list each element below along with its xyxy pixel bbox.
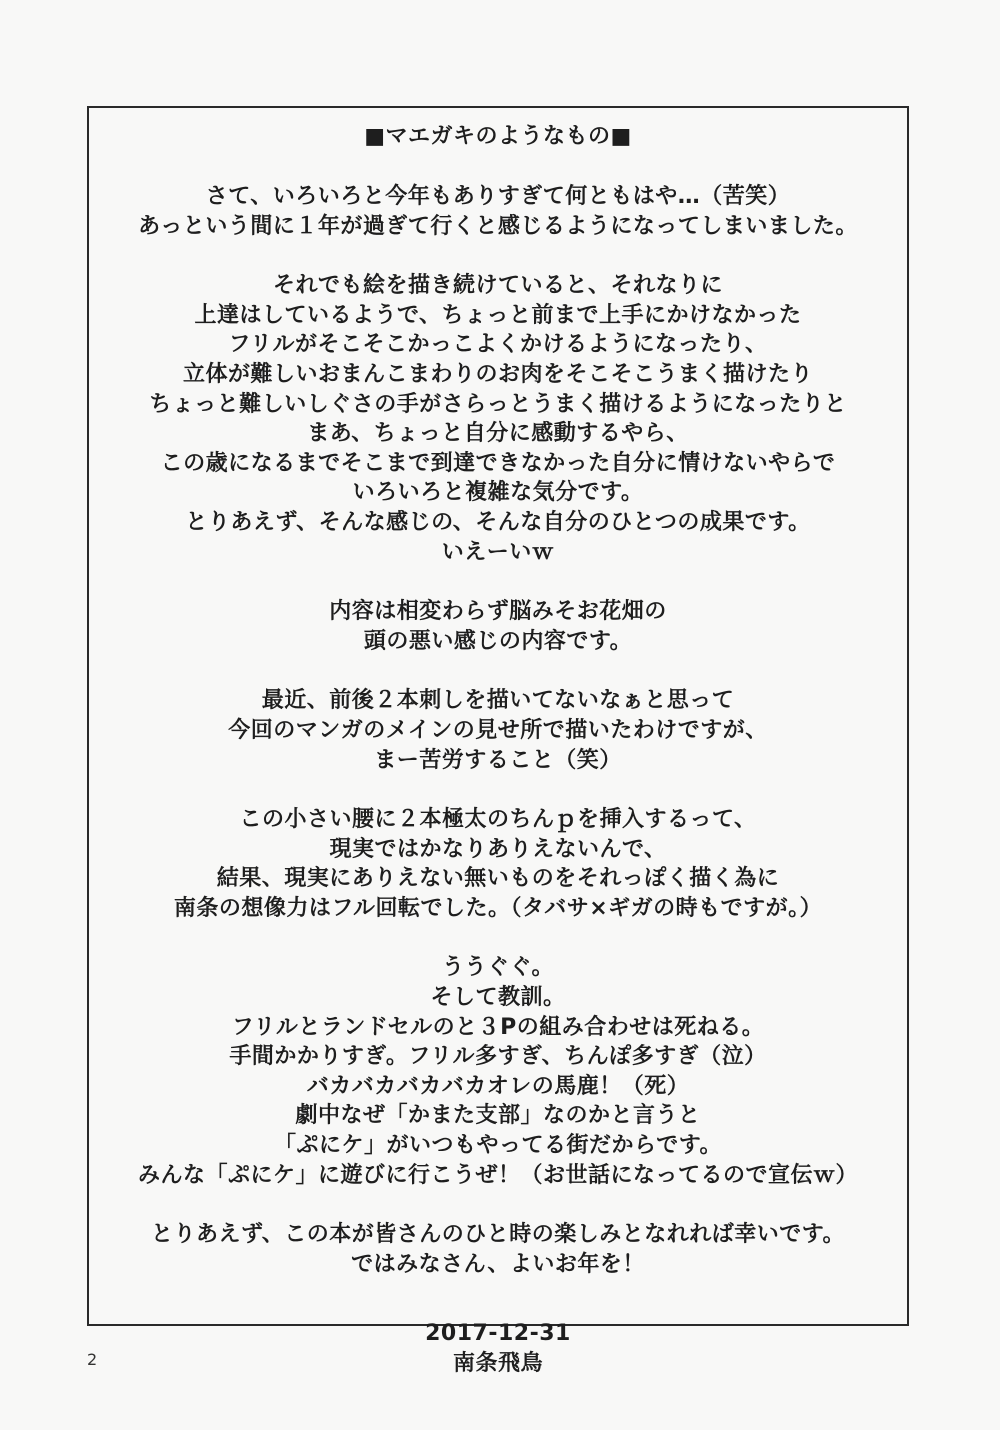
preface-content bbox=[89, 122, 907, 1379]
preface-line: バカバカバカバカオレの馬鹿！（死） bbox=[306, 1073, 690, 1099]
preface-line: それでも絵を描き続けていると、それなりに bbox=[272, 273, 723, 299]
preface-line: 現実ではかなりありえないんで、 bbox=[329, 836, 667, 862]
signature-gap bbox=[89, 1279, 907, 1319]
preface-line: さて、いろいろと今年もありすぎて何ともはや…（苦笑） bbox=[205, 184, 791, 209]
preface-line: 頭の悪い感じの内容です。 bbox=[363, 628, 633, 654]
preface-line: いろいろと複雑な気分です。 bbox=[352, 480, 644, 506]
preface-line: ちょっと難しいしぐさの手がさらっとうまく描けるようになったりと bbox=[149, 391, 847, 417]
paragraph-gap bbox=[89, 567, 907, 597]
preface-line: 内容は相変わらず脳みそお花畑の bbox=[329, 599, 667, 625]
preface-line: みんな「ぷにケ」に遊びに行こうぜ！（お世話になってるので宣伝ｗ） bbox=[137, 1162, 858, 1188]
preface-line: 立体が難しいおまんこまわりのお肉をそこそこうまく描けたり bbox=[182, 361, 813, 387]
paragraph-gap bbox=[89, 152, 907, 182]
preface-line: ううぐぐ。 bbox=[441, 955, 555, 981]
preface-line: 南条の想像力はフル回転でした。（タバサ×ギガの時もですが。） bbox=[173, 895, 823, 921]
paragraph-gap bbox=[89, 775, 907, 805]
preface-line: とりあえず、この本が皆さんのひと時の楽しみとなれれば幸いです。 bbox=[151, 1222, 845, 1248]
preface-line: まあ、ちょっと自分に感動するやら、 bbox=[307, 421, 689, 447]
paragraph-gap bbox=[89, 1190, 907, 1220]
preface-line: あっという間に１年が過ぎて行くと感じるようになってしまいました。 bbox=[138, 213, 858, 239]
preface-line: 今回のマンガのメインの見せ所で描いたわけですが、 bbox=[228, 717, 768, 743]
preface-line: フリルとランドセルのと３Pの組み合わせは死ねる。 bbox=[231, 1014, 765, 1040]
preface-line: ではみなさん、よいお年を！ bbox=[351, 1251, 645, 1277]
preface-line: この小さい腰に２本極太のちんｐを挿入するって、 bbox=[239, 807, 757, 833]
date-line: 2017-12-31 bbox=[425, 1321, 571, 1347]
author-line: 南条飛鳥 bbox=[452, 1351, 543, 1376]
preface-line: 劇中なぜ「かまた支部」なのかと言うと bbox=[295, 1103, 701, 1129]
preface-line: いえーいｗ bbox=[441, 539, 555, 565]
preface-line: 手間かかりすぎ。フリル多すぎ、ちんぽ多すぎ（泣） bbox=[229, 1044, 767, 1070]
preface-line: とりあえず、そんな感じの、そんな自分のひとつの成果です。 bbox=[185, 509, 811, 535]
paragraph-gap bbox=[89, 923, 907, 953]
paragraph-gap bbox=[89, 656, 907, 686]
preface-line: 「ぷにケ」がいつもやってる街だからです。 bbox=[273, 1133, 723, 1159]
preface-line: 結果、現実にありえない無いものをそれっぽく描く為に bbox=[216, 866, 780, 892]
page-number: 2 bbox=[87, 1350, 98, 1369]
preface-line: フリルがそこそこかっこよくかけるようになったり、 bbox=[228, 332, 768, 358]
preface-line: そして教訓。 bbox=[430, 985, 566, 1011]
text-frame bbox=[87, 106, 909, 1376]
paragraph-gap bbox=[89, 241, 907, 271]
preface-heading: ■マエガキのようなもの■ bbox=[364, 124, 632, 149]
preface-line: 最近、前後２本刺しを描いてないなぁと思って bbox=[261, 688, 735, 714]
preface-line: まー苦労すること（笑） bbox=[374, 747, 622, 773]
preface-line: この歳になるまでそこまで到達できなかった自分に情けないやらで bbox=[160, 450, 836, 476]
preface-line: 上達はしているようで、ちょっと前まで上手にかけなかった bbox=[194, 302, 802, 328]
